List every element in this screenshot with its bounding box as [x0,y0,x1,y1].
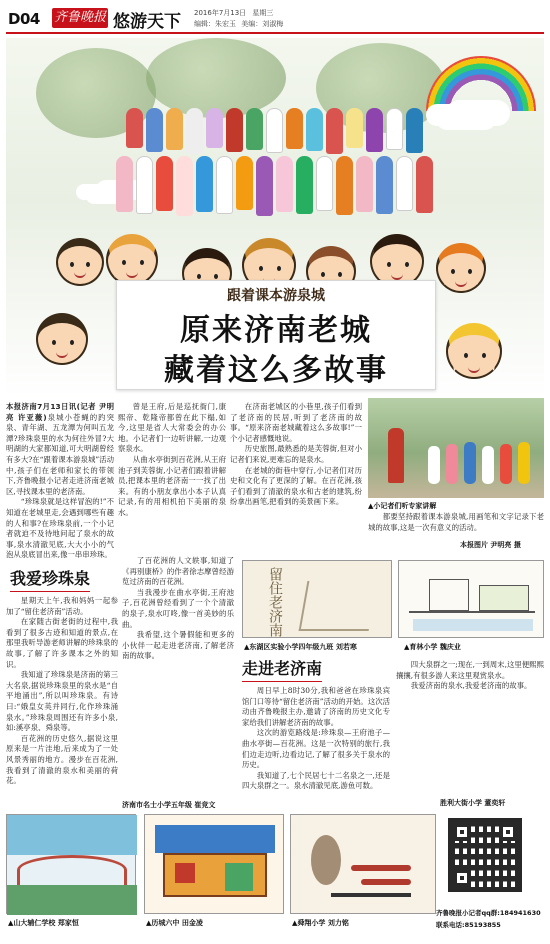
lead-paragraph: 从曲水亭街到百花洲,从王府池子到芙蓉街,小记者们跟着讲解员,把课本里的老济南一一找了出来。有的小朋友拿出小本子认真记录,有的用相机拍下美丽的泉水。 [118,454,226,517]
date-line: 2016年7月13日 星期三 [194,9,274,17]
essay1-paragraph: 我知道了珍珠泉是济南的第三大名泉,据说珍珠泉里的泉水是“自平地涌出”,所以叫珍珠泉。有诗曰:“娥皇女英并同行,化作珍珠涌泉水。”珍珠泉周围还有许多小泉,如:溪亭泉、舜泉等。 [6,670,118,733]
artwork-caption: ▲山大辅仁学校 郑家恒 [8,919,79,927]
essay2-paragraph: 四大泉群之一;现在,一到周末,这里便熙熙攘攘,有很多游人来这里观赏泉水。 [396,660,544,680]
qr-finder-pattern [453,869,471,887]
page-number: D04 [8,10,40,28]
cartoon-kid-face [36,313,88,365]
headline-line-1: 原来济南老城 [180,313,372,348]
essay1-paragraph: 在家随古街老街的过程中,我看到了很多古迹和知道的景点,在那里我听导游老师讲解的珍珠泉的故事,了解了许多课本之外的知识。 [6,617,118,669]
essay2-paragraph: 我知道了,七个民居七十二名泉之一,还是四大泉群之一。泉水清澈见底,游鱼可数。 [242,770,390,791]
cloud-illustration [436,108,496,130]
essay1-heading: 我爱珍珠泉 [10,566,90,589]
qr-finder-pattern [499,823,517,841]
artwork-calligraphy [242,560,392,638]
calligraphy-text: 留住老济南 [267,567,283,637]
essay2-paragraph: 这次的游览路线是:珍珠泉—王府池子—曲水亭街—百花洲。这是一次特别的旅行,我们边走边听,边看边记,了解了很多关于泉水的历史。 [242,728,390,770]
essay1-paragraph: 当我漫步在曲水亭街,王府池子,百花洲曾经看到了一个个清澈的泉子,泉水叮咚,像一首美妙的乐曲。 [122,587,234,629]
artwork-painting-bridge [6,814,136,914]
headline-banner [116,280,436,390]
qr-code[interactable] [448,818,522,892]
artwork-sketch [398,560,544,638]
headline-line-2: 藏着这么多故事 [164,353,388,388]
editor-line: 编辑：朱宏玉 美编：刘淑梅 [194,20,284,28]
artwork-caption: ▲舜翔小学 刘力铭 [292,919,349,927]
lead-article-col-2 [118,402,226,550]
group-photo [116,98,436,248]
page-header [6,4,544,34]
essay2-heading: 走进老济南 [242,656,322,679]
lead-article-col-1 [6,402,114,560]
section-title: 悠游天下 [113,12,181,32]
artwork-caption: ▲育林小学 魏庆业 [404,643,461,651]
lead-byline: 本报济南7月13日讯(记者 尹明亮 许亚薇) [6,402,114,422]
artwork-painting-ink [290,814,436,914]
cartoon-kid-face [446,323,502,379]
lead-paragraph: 泉城小苍蝇的趵突泉、青年湖、五龙潭为何叫五龙潭?珍珠泉里的水为何往外冒?大明湖的大家都知道,可大明湖曾经有多大?在“跟着课本游泉城”活动中,孩子们在老师和家长的带领下,齐鲁晚报小记者走进济南老城区,寻找课本里的老济南。 [6,412,114,496]
essay1-col-2 [122,556,234,796]
artwork-painting-house [144,814,284,914]
essay1-paragraph: 星期天上午,我和妈妈一起参加了“留住老济南”活动。 [6,596,118,616]
qr-caption-line-1: 齐鲁晚报小记者qq群:184941630 [436,909,541,917]
qr-finder-pattern [453,823,471,841]
photo-credit: 本报图片 尹明亮 摄 [460,541,521,549]
essay2-col-2 [396,660,544,794]
artwork-caption: ▲历城六中 田金凌 [146,919,203,927]
cartoon-kid-face [106,234,158,286]
newspaper-logo: 齐鲁晚报 [52,8,108,28]
essay2-paragraph: 我爱济南的泉水,我爱老济南的故事。 [410,681,532,691]
lead-paragraph: 历史旅图,最熟悉的是芙蓉街,但对小记者们来说,更难忘的是泉水。 [230,444,362,464]
lead-paragraph: 在老城的街巷中穿行,小记者们对历史和文化有了更深的了解。在百花洲,孩子们看到了清澈的泉水和古老的建筑,纷纷拿出画笔,把看到的美景画下来。 [230,465,362,507]
lead-paragraph: “珍珠泉就是这样冒泡的!”不知道在老城里走,会遇到哪些有趣的人和事?在珍珠泉前,一个小记者就迫不及待地问起了泉水的故事,泉水清澈见底,大大小小的气泡从泉底冒出来,像一串串珍珠。 [6,497,114,560]
lead-paragraph: 曾是王府,后是巡抚衙门,康熙帝、乾隆帝都曾在此下榻,如今,这里是省人大常委会的办公地。小记者们一边听讲解,一边观察泉水。 [118,402,226,454]
essay1-paragraph: 我希望,这个暑假能和更多的小伙伴一起走进老济南,了解老济南的故事。 [122,630,234,661]
lead-article-col-3 [230,402,362,550]
lead-paragraph: 都要坚持跟着课本游泉城,用画笔和文字记录下老城的故事,这是一次有意义的活动。 [368,512,544,532]
headline-kicker: 跟着课本游泉城 [227,288,325,304]
hero-illustration [6,38,544,398]
lead-paragraph: 在济南老城区的小巷里,孩子们看到了老济南的民居,听到了老济南的故事。“原来济南老城藏着这么多故事!”一个小记者感慨地说。 [230,402,362,443]
essay1-paragraph: 百花洲的历史悠久,据说这里原来是一片洼地,后来成为了一处风景秀丽的地方。漫步在百花洲,我看到了清澈的泉水和美丽的荷花。 [6,733,118,786]
lead-photo-caption: ▲小记者们听专家讲解 [368,502,437,510]
lead-article-col-4 [368,512,544,540]
cartoon-kid-face [56,238,104,286]
artwork-caption: ▲东湖区实验小学四年级九班 刘若寒 [244,643,357,651]
essay2-paragraph: 周日早上8时30分,我和爸爸在珍珠泉宾馆门口等待“留住老济南”活动的开始。这次活动由齐鲁晚报主办,邀请了济南的历史文化专家给我们讲解老济南的故事。 [242,686,390,727]
essay2-col-1 [242,686,390,804]
essay1-paragraph: 了百花洲的人文轶事,知道了《再别康桥》的作者徐志摩曾经游览过济南的百花洲。 [122,556,234,587]
essay1-author: 济南市名士小学五年级 崔竞文 [122,801,216,809]
qr-caption-line-2: 联系电话:85193855 [436,921,501,929]
cartoon-kid-face [436,243,486,293]
essay1-col-1 [6,596,118,808]
lead-photo [368,398,544,498]
essay2-author: 胜利大街小学 董奕轩 [440,799,506,807]
